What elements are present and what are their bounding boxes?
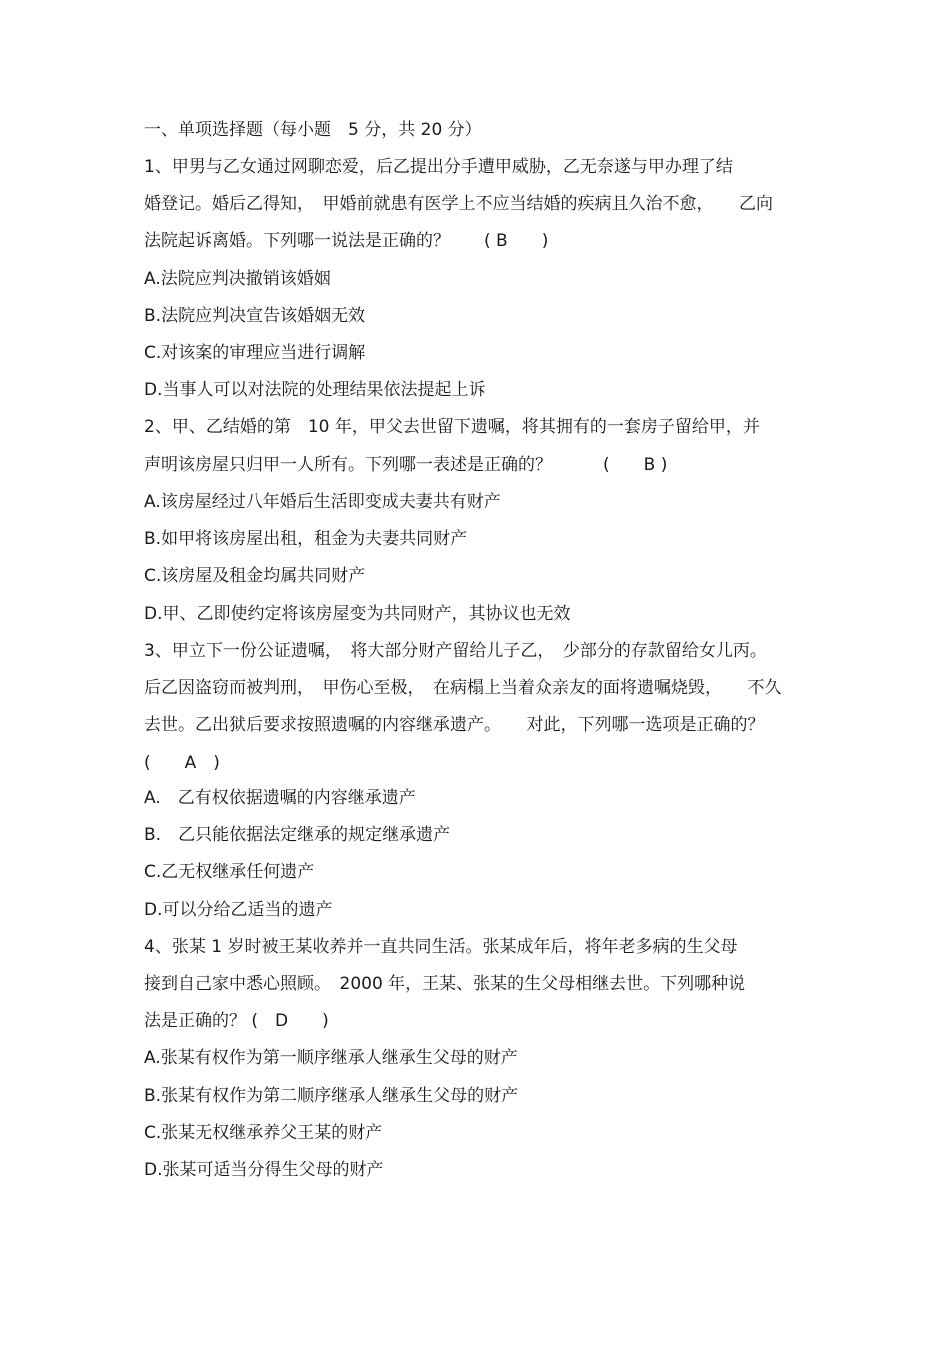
question-4-option-a: A.张某有权作为第一顺序继承人继承生父母的财产 (144, 1048, 518, 1068)
question-2-option-a: A.该房屋经过八年婚后生活即变成夫妻共有财产 (144, 492, 501, 512)
question-1-stem-line-2: 婚登记。婚后乙得知， 甲婚前就患有医学上不应当结婚的疾病且久治不愈， 乙向 (144, 194, 773, 214)
question-1-option-c: C.对该案的审理应当进行调解 (144, 343, 366, 363)
question-4-option-d: D.张某可适当分得生父母的财产 (144, 1160, 384, 1180)
question-1-stem-line-3: 法院起诉离婚。下列哪一说法是正确的？ ( B ) (144, 231, 549, 251)
question-4-option-b: B.张某有权作为第二顺序继承人继承生父母的财产 (144, 1086, 519, 1106)
question-3-option-a: A. 乙有权依据遗嘱的内容继承遗产 (144, 788, 416, 808)
question-4-stem-line-2: 接到自己家中悉心照顾。 2000 年，王某、张某的生父母相继去世。下列哪种说 (144, 974, 746, 994)
question-1-stem-line-1: 1、甲男与乙女通过网聊恋爱，后乙提出分手遭甲威胁，乙无奈遂与甲办理了结 (144, 157, 733, 177)
question-3-stem-line-3: 去世。乙出狱后要求按照遗嘱的内容继承遗产。 对此，下列哪一选项是正确的？ (144, 715, 765, 735)
question-1-option-b: B.法院应判决宣告该婚姻无效 (144, 306, 366, 326)
question-2-option-b: B.如甲将该房屋出租，租金为夫妻共同财产 (144, 529, 468, 549)
question-2-option-d: D.甲、乙即使约定将该房屋变为共同财产，其协议也无效 (144, 604, 571, 624)
question-4-stem-line-3: 法是正确的？ ( D ) (144, 1011, 329, 1031)
question-3-stem-line-1: 3、甲立下一份公证遗嘱， 将大部分财产留给儿子乙， 少部分的存款留给女儿丙。 (144, 641, 767, 661)
section-title: 一、单项选择题（每小题 5 分，共 20 分） (144, 120, 482, 140)
question-3-stem-line-4: ( A ) (144, 753, 220, 773)
question-1-option-d: D.当事人可以对法院的处理结果依法提起上诉 (144, 380, 486, 400)
question-4-stem-line-1: 4、张某 1 岁时被王某收养并一直共同生活。张某成年后，将年老多病的生父母 (144, 937, 738, 957)
question-2-stem-line-2: 声明该房屋只归甲一人所有。下列哪一表述是正确的？ ( B ) (144, 455, 668, 475)
question-2-stem-line-1: 2、甲、乙结婚的第 10 年，甲父去世留下遗嘱，将其拥有的一套房子留给甲，并 (144, 417, 760, 437)
question-3-stem-line-2: 后乙因盗窃而被判刑， 甲伤心至极， 在病榻上当着众亲友的面将遗嘱烧毁， 不久 (144, 678, 782, 698)
question-3-option-d: D.可以分给乙适当的遗产 (144, 900, 333, 920)
question-3-option-c: C.乙无权继承任何遗产 (144, 862, 315, 882)
question-2-option-c: C.该房屋及租金均属共同财产 (144, 566, 366, 586)
question-3-option-b: B. 乙只能依据法定继承的规定继承遗产 (144, 825, 451, 845)
question-4-option-c: C.张某无权继承养父王某的财产 (144, 1123, 383, 1143)
question-1-option-a: A.法院应判决撤销该婚姻 (144, 269, 331, 289)
